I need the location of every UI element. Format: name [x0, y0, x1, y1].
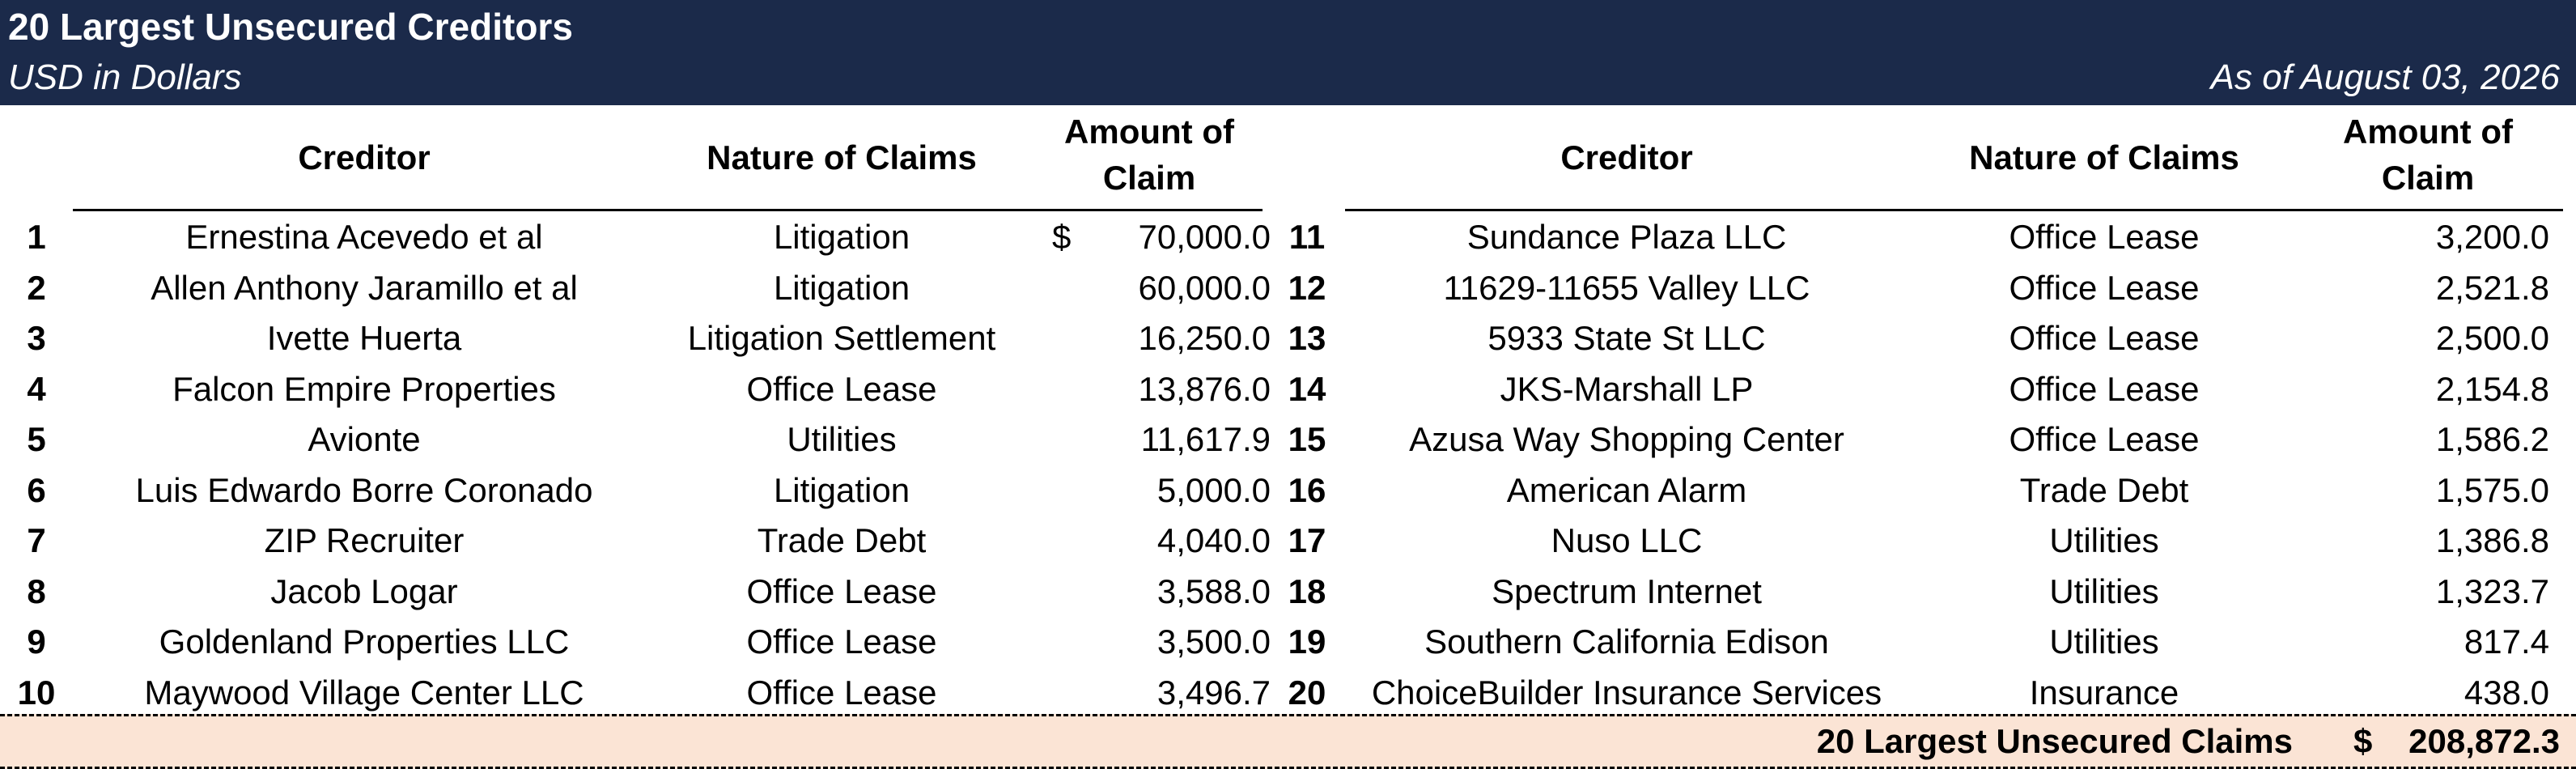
claim-amount: 3,588.0	[1156, 571, 1271, 610]
claim-nature: Litigation	[773, 268, 910, 307]
claim-nature: Utilities	[2049, 622, 2159, 661]
claim-amount: 1,386.8	[2435, 521, 2549, 559]
row-number: 19	[1288, 622, 1326, 661]
row-number: 14	[1288, 369, 1326, 408]
claim-nature: Office Lease	[2009, 369, 2200, 408]
claim-amount: 5,000.0	[1156, 470, 1271, 509]
claim-amount: 817.4	[2464, 622, 2549, 661]
claim-amount: 3,200.0	[2435, 218, 2549, 256]
row-number: 13	[1288, 319, 1326, 357]
total-row	[0, 714, 2576, 769]
creditor-name: Jacob Logar	[270, 571, 458, 610]
right-header-rule	[1345, 209, 2563, 211]
claim-amount: 2,500.0	[2435, 319, 2549, 357]
row-number: 3	[27, 319, 46, 357]
claim-nature: Office Lease	[2009, 218, 2200, 256]
row-number: 10	[17, 673, 56, 712]
claim-nature: Utilities	[2049, 521, 2159, 559]
left-amount-header-line1: Amount of	[1064, 113, 1234, 151]
report-title: 20 Largest Unsecured Creditors	[8, 6, 573, 48]
claim-nature: Litigation	[773, 470, 910, 509]
creditor-name: Spectrum Internet	[1492, 571, 1762, 610]
right-nature-header: Nature of Claims	[1969, 138, 2239, 176]
table-row	[0, 668, 2576, 719]
claim-nature: Office Lease	[746, 673, 937, 712]
claim-nature: Trade Debt	[757, 521, 927, 559]
claim-nature: Litigation	[773, 218, 910, 256]
row-number: 9	[27, 622, 46, 661]
total-amount: 208,872.3	[2408, 722, 2560, 760]
table-row	[0, 567, 2576, 618]
table-row	[0, 617, 2576, 668]
table-row	[0, 263, 2576, 314]
total-currency: $	[2353, 722, 2373, 760]
claim-nature: Office Lease	[746, 622, 937, 661]
right-amount-header-line2: Claim	[2381, 159, 2475, 197]
table-row	[0, 313, 2576, 364]
left-creditor-header: Creditor	[298, 138, 431, 176]
row-number: 18	[1288, 571, 1326, 610]
creditor-name: ChoiceBuilder Insurance Services	[1371, 673, 1882, 712]
left-amount-header-line2: Claim	[1102, 159, 1196, 197]
claim-amount: 1,586.2	[2435, 420, 2549, 458]
creditor-name: Azusa Way Shopping Center	[1409, 420, 1844, 458]
claim-amount: 438.0	[2464, 673, 2549, 712]
claim-nature: Utilities	[787, 420, 897, 458]
claim-nature: Insurance	[2029, 673, 2179, 712]
claim-nature: Office Lease	[2009, 420, 2200, 458]
row-number: 1	[27, 218, 46, 256]
left-amount-header	[1028, 108, 1271, 201]
row-number: 15	[1288, 420, 1326, 458]
creditor-name: Luis Edwardo Borre Coronado	[135, 470, 593, 509]
creditor-name: 5933 State St LLC	[1487, 319, 1766, 357]
left-nature-header: Nature of Claims	[707, 138, 977, 176]
table-row	[0, 212, 2576, 263]
claim-amount: 16,250.0	[1138, 319, 1271, 357]
claim-amount: 70,000.0	[1138, 218, 1271, 256]
claim-amount: 3,496.7	[1156, 673, 1271, 712]
row-number: 16	[1288, 470, 1326, 509]
currency-subtitle: USD in Dollars	[8, 57, 242, 97]
creditor-name: JKS-Marshall LP	[1500, 369, 1754, 408]
row-number: 2	[27, 268, 46, 307]
right-amount-header-line1: Amount of	[2343, 113, 2513, 151]
claim-nature: Office Lease	[746, 571, 937, 610]
total-label: 20 Largest Unsecured Claims	[1816, 722, 2293, 760]
report-header	[0, 0, 2576, 105]
row-number: 4	[27, 369, 46, 408]
claim-amount: 11,617.9	[1140, 420, 1271, 458]
creditor-name: Falcon Empire Properties	[172, 369, 556, 408]
creditor-name: 11629-11655 Valley LLC	[1443, 268, 1810, 307]
creditor-name: American Alarm	[1506, 470, 1747, 509]
creditor-name: Allen Anthony Jaramillo et al	[151, 268, 578, 307]
creditor-name: Ivette Huerta	[266, 319, 462, 357]
creditor-name: Southern California Edison	[1424, 622, 1829, 661]
left-header-rule	[73, 209, 1263, 211]
row-number: 17	[1288, 521, 1326, 559]
creditor-name: Sundance Plaza LLC	[1466, 218, 1787, 256]
creditor-name: Avionte	[308, 420, 421, 458]
right-creditor-header: Creditor	[1560, 138, 1693, 176]
claim-nature: Trade Debt	[2019, 470, 2189, 509]
claim-nature: Office Lease	[746, 369, 937, 408]
row-number: 11	[1288, 218, 1326, 256]
row-number: 6	[27, 470, 46, 509]
creditor-name: Maywood Village Center LLC	[144, 673, 584, 712]
claim-nature: Utilities	[2049, 571, 2159, 610]
table-row	[0, 516, 2576, 567]
claim-amount: 1,575.0	[2435, 470, 2549, 509]
row-number: 12	[1288, 268, 1326, 307]
creditor-name: Ernestina Acevedo et al	[185, 218, 543, 256]
creditor-name: Nuso LLC	[1551, 521, 1703, 559]
creditor-name: Goldenland Properties LLC	[159, 622, 570, 661]
claim-amount: 3,500.0	[1156, 622, 1271, 661]
claim-nature: Office Lease	[2009, 268, 2200, 307]
claim-currency: $	[1052, 218, 1072, 256]
row-number: 8	[27, 571, 46, 610]
claim-amount: 4,040.0	[1156, 521, 1271, 559]
creditor-rows	[0, 212, 2576, 718]
claim-amount: 1,323.7	[2435, 571, 2549, 610]
claim-amount: 2,154.8	[2435, 369, 2549, 408]
creditor-name: ZIP Recruiter	[264, 521, 465, 559]
row-number: 7	[27, 521, 46, 559]
table-row	[0, 414, 2576, 465]
claim-amount: 13,876.0	[1138, 369, 1271, 408]
claim-nature: Litigation Settlement	[687, 319, 996, 357]
claim-amount: 60,000.0	[1138, 268, 1271, 307]
row-number: 5	[27, 420, 46, 458]
right-amount-header	[2307, 108, 2549, 201]
table-row	[0, 364, 2576, 415]
claim-nature: Office Lease	[2009, 319, 2200, 357]
claim-amount: 2,521.8	[2435, 268, 2549, 307]
as-of-date: As of August 03, 2026	[2210, 57, 2560, 97]
table-row	[0, 465, 2576, 516]
row-number: 20	[1288, 673, 1326, 712]
